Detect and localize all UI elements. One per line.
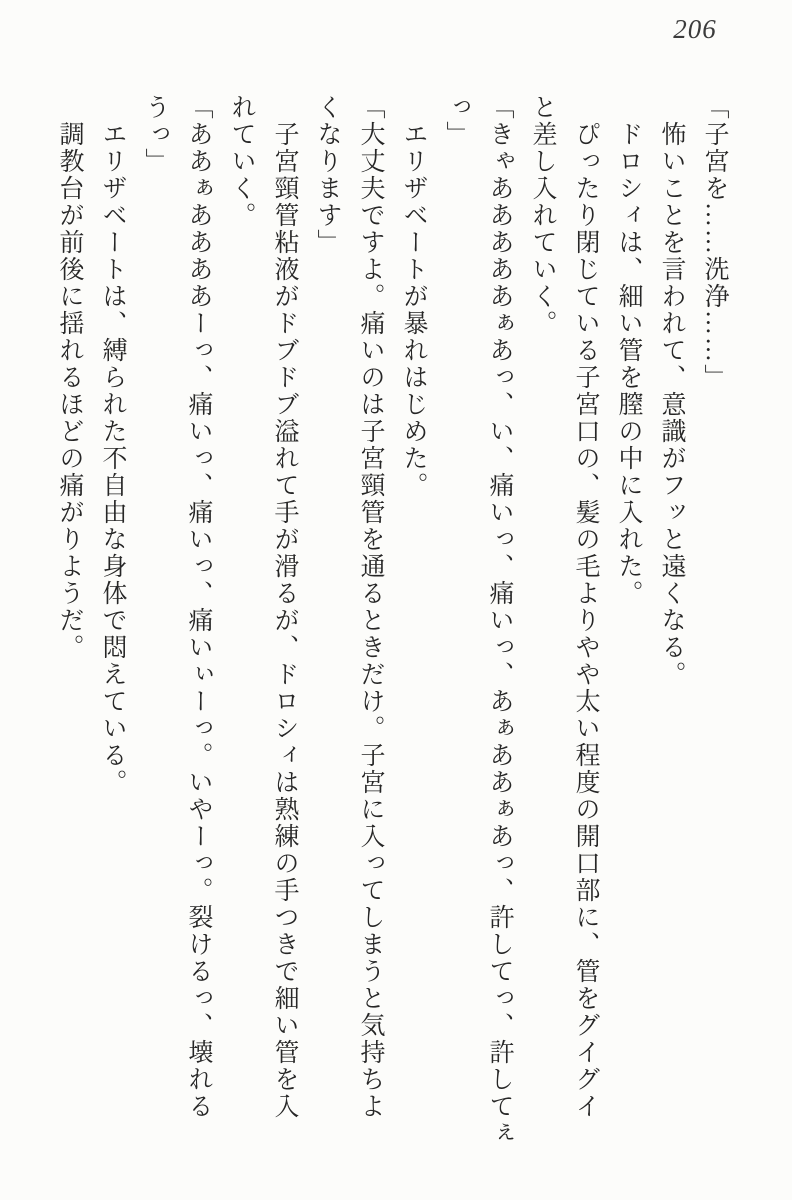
text-line: 「大丈夫ですよ。痛いのは子宮頸管を通るときだけ。子宮に入ってしまうと気持ちよ: [357, 94, 384, 1120]
text-line: うっ」: [142, 94, 169, 175]
page-number: 206: [673, 14, 717, 44]
text-line: れていく。: [228, 94, 255, 229]
text-line: 怖いことを言われて、意識がフッと遠くなる。: [658, 121, 685, 688]
text-line: ドロシィは、細い管を膣の中に入れた。: [615, 121, 642, 607]
text-line: っ」: [443, 94, 470, 148]
text-line: エリザベートが暴れはじめた。: [400, 121, 427, 499]
text-line: 「ああぁああああーっ、痛いっ、痛いっ、痛いぃーっ。いやーっ。裂けるっ、壊れる: [185, 94, 212, 1120]
text-line: ぴったり閉じている子宮口の、髪の毛よりやや太い程度の開口部に、管をグイグイ: [572, 121, 599, 1120]
text-line: 調教台が前後に揺れるほどの痛がりようだ。: [56, 121, 83, 661]
text-line: エリザベートは、縛られた不自由な身体で悶えている。: [99, 121, 126, 796]
text-line: と差し入れていく。: [529, 94, 556, 337]
text-line: 「きゃあああああぁあっ、い、痛いっ、痛いっ、あぁああぁあっ、許してっ、許してぇ: [486, 94, 513, 1147]
text-line: 「子宮を……洗浄……」: [701, 94, 728, 391]
text-line: くなります」: [314, 94, 341, 256]
vertical-text-block: [48, 94, 736, 1174]
text-line: 子宮頸管粘液がドブドブ溢れて手が滑るが、ドロシィは熟練の手つきで細い管を入: [271, 121, 298, 1120]
